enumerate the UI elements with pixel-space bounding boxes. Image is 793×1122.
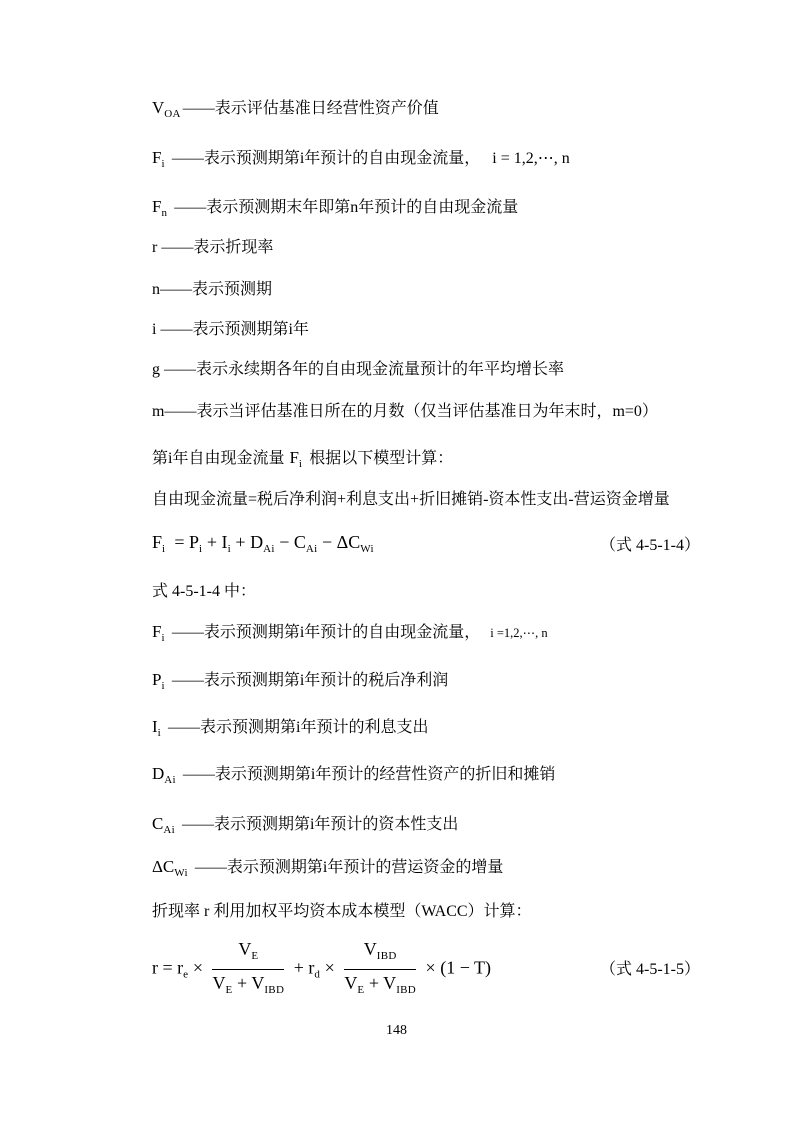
symbol-ii-subscript: i xyxy=(157,727,162,739)
definition-g: g ——表示永续期各年的自由现金流量预计的年平均增长率 xyxy=(152,361,565,378)
definition-fi-text: ——表示预测期第i年预计的自由现金流量， xyxy=(171,624,481,641)
symbol-dai-subscript: Ai xyxy=(164,774,176,786)
symbol-fi: F xyxy=(152,148,162,167)
symbol-cai: C xyxy=(152,814,164,833)
definition-dcwi xyxy=(152,856,700,884)
index-range-small: i =1,2,⋯, n xyxy=(490,626,548,640)
definition-i: i ——表示预测期第i年 xyxy=(152,321,309,338)
formula-4-5-1-4-expression: $F_i = P_i + I_i + D_{Ai} - C_{Ai} - \Delta C_{Wi}$ xyxy=(152,532,374,555)
definition-ii xyxy=(152,716,700,744)
formula-4-5-1-5-expression: $r = r_e$ × $\frac{V_E}{V_E + V_{IBD}}$ + $r_d$ × $\frac{V_{IBD}}{V_E + V_{IBD}}$ × (1 − T) xyxy=(152,938,491,1001)
symbol-voa-subscript: OA xyxy=(164,108,181,120)
formula-reference-line: 式 4-5-1-4 中： xyxy=(152,583,256,600)
definition-cai-text: ——表示预测期第i年预计的资本性支出 xyxy=(181,816,459,833)
symbol-fn-subscript: n xyxy=(161,207,168,219)
formula-4-5-1-5-label: （式 4-5-1-5） xyxy=(600,960,700,978)
definition-fn-text: ——表示预测期末年即第n年预计的自由现金流量 xyxy=(174,199,519,216)
definition-m: m——表示当评估基准日所在的月数（仅当评估基准日为年末时，m=0） xyxy=(152,403,658,420)
symbol-dai: D xyxy=(152,764,165,783)
symbol-fi-subscript: i xyxy=(161,158,165,170)
definition-fi-top-text: ——表示预测期第i年预计的自由现金流量， xyxy=(171,150,481,167)
formula-4-5-1-4 xyxy=(152,531,700,560)
definition-r: r ——表示折现率 xyxy=(152,239,274,256)
definition-fi xyxy=(152,621,700,649)
symbol-ii: I xyxy=(152,717,158,736)
definition-dcwi-text: ——表示预测期第i年预计的营运资金的增量 xyxy=(194,859,504,876)
symbol-fi-inline-subscript: i xyxy=(298,458,303,470)
page-number: 148 xyxy=(386,1023,407,1038)
formula-4-5-1-4-label: （式 4-5-1-4） xyxy=(600,536,700,554)
wacc-intro-line: 折现率 r 利用加权平均资本成本模型（WACC）计算： xyxy=(152,903,532,920)
definition-cai xyxy=(152,813,700,841)
model-intro-line xyxy=(152,447,700,475)
definition-pi xyxy=(152,669,700,697)
definition-ii-text: ——表示预测期第i年预计的利息支出 xyxy=(168,719,429,736)
definition-pi-text: ——表示预测期第i年预计的税后净利润 xyxy=(171,672,449,689)
symbol-fi-2: F xyxy=(152,622,162,641)
symbol-cai-subscript: Ai xyxy=(163,824,175,836)
symbol-voa: V xyxy=(152,98,165,117)
debt-weight-fraction: $\frac{V_{IBD}}{V_E + V_{IBD}}$ xyxy=(344,939,417,996)
symbol-delta-cwi-subscript: Wi xyxy=(174,867,188,879)
definition-dai xyxy=(152,763,700,791)
symbol-fn: F xyxy=(152,197,162,216)
symbol-pi: P xyxy=(152,670,162,689)
fcf-definition-line: 自由现金流量=税后净利润+利息支出+折旧摊销-资本性支出-营运资金增量 xyxy=(152,491,670,508)
symbol-delta-cwi: ΔC xyxy=(152,857,175,876)
definition-n: n——表示预测期 xyxy=(152,281,273,298)
equity-weight-fraction: $\frac{V_E}{V_E + V_{IBD}}$ xyxy=(212,939,285,996)
symbol-fi-2-subscript: i xyxy=(161,632,165,644)
symbol-fi-inline: F xyxy=(289,448,299,467)
definition-voa xyxy=(152,97,700,125)
index-range-large: i = 1,2,⋯, n xyxy=(492,150,570,167)
definition-fn xyxy=(152,196,700,224)
definition-dai-text: ——表示预测期第i年预计的经营性资产的折旧和摊销 xyxy=(182,766,556,783)
definition-fi-top xyxy=(152,147,700,175)
model-intro-pre: 第i年自由现金流量 xyxy=(152,450,285,467)
formula-4-5-1-5 xyxy=(152,938,700,1001)
definition-voa-text: ——表示评估基准日经营性资产价值 xyxy=(182,100,439,117)
symbol-pi-subscript: i xyxy=(161,680,165,692)
model-intro-post: 根据以下模型计算： xyxy=(309,450,454,467)
